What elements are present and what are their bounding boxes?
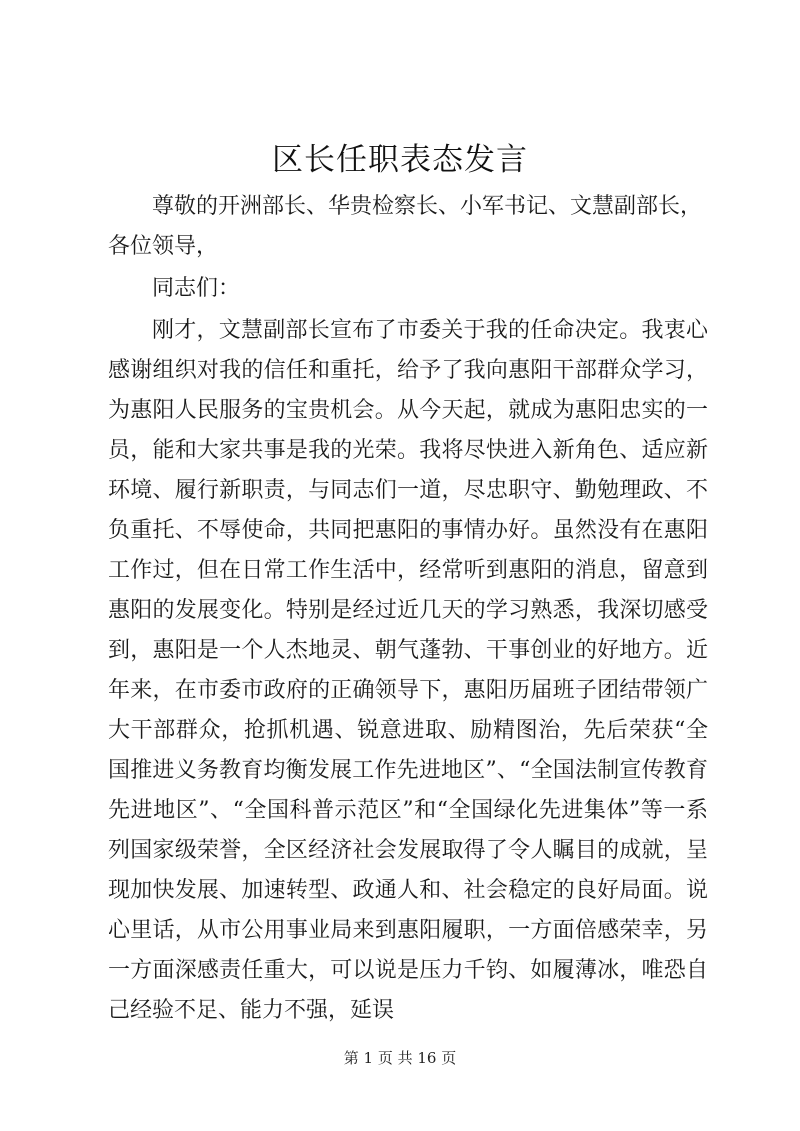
document-body (108, 187, 708, 1031)
paragraph-greeting: 同志们： (152, 276, 241, 301)
paragraph-salutation: 尊敬的开洲部长、华贵检察长、小军书记、文慧副部长，各位领导， (108, 194, 703, 259)
document-title: 区长任职表态发言 (272, 142, 528, 178)
page-number-footer: 第 1 页 共 16 页 (343, 1049, 457, 1067)
paragraph-main: 刚才，文慧副部长宣布了市委关于我的任命决定。我衷心感谢组织对我的信任和重托，给予了我向惠阳干部群众学习，为惠阳人民服务的宝贵机会。从今天起，就成为惠阳忠实的一员，能和大家共事是我的光荣。我将尽快进入新角色、适应新环境、履行新职责，与同志们一道，尽忠职守、勤勉理政、不负重托、不辱使命，共同把惠阳的事情办好。虽然没有在惠阳工作过，但在日常工作生活中，经常听到惠阳的消息，留意到惠阳的发展变化。特别是经过近几天的学习熟悉，我深切感受到，惠阳是一个人杰地灵、朝气蓬勃、干事创业的好地方。近年来，在市委市政府的正确领导下，惠阳历届班子团结带领广大干部群众，抢抓机遇、锐意进取、励精图治，先后荣获“全国推进义务教育均衡发展工作先进地区”、“全国法制宣传教育先进地区”、“全国科普示范区”和“全国绿化先进集体”等一系列国家级荣誉，全区经济社会发展取得了令人瞩目的成就，呈现加快发展、加速转型、政通人和、社会稳定的良好局面。说心里话，从市公用事业局来到惠阳履职，一方面倍感荣幸，另一方面深感责任重大，可以说是压力千钧、如履薄冰，唯恐自己经验不足、能力不强，延误 (108, 318, 708, 1023)
